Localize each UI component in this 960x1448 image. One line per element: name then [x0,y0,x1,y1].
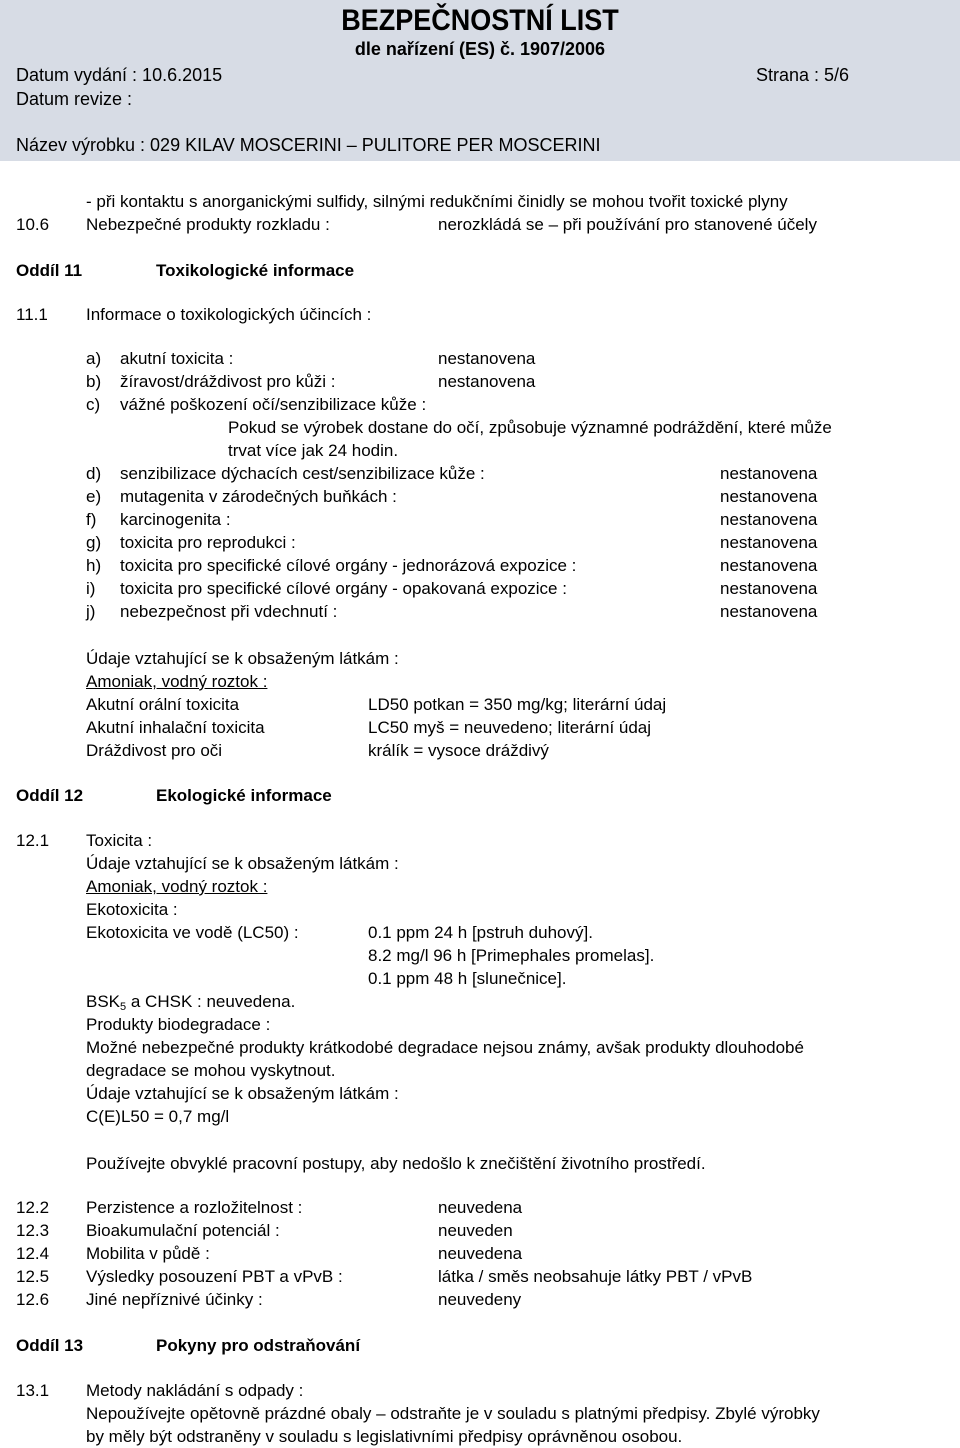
list-value: nestanovena [720,556,818,575]
biodeg-text: degradace se mohou vyskytnout. [86,1061,336,1080]
list-key: f) [86,510,97,529]
list-key: h) [86,556,102,575]
clause-number: 12.1 [16,831,50,850]
clause-label: Jiné nepříznivé účinky : [86,1290,263,1309]
tox-label: Dráždivost pro oči [86,741,223,760]
list-value: nestanovena [438,349,536,368]
disposal-text: by měly být odstraněny v souladu s legislativními předpisy oprávněnou osobou. [86,1427,683,1446]
section-heading: Toxikologické informace [156,261,355,280]
clause-value: látka / směs neobsahuje látky PBT / vPvB [438,1267,753,1286]
clause-number: 12.6 [16,1290,50,1309]
bsk-value: a CHSK : neuvedena. [126,992,296,1011]
dash-item: - při kontaktu s anorganickými sulfidy, silnými redukčními činidly se mohou tvořit toxické plyny [86,192,788,211]
ecotox-value: 8.2 mg/l 96 h [Primephales promelas]. [368,946,655,965]
clause-value: neuveden [438,1221,513,1240]
substances-intro: Údaje vztahující se k obsaženým látkám : [86,1084,399,1103]
clause-number: 12.2 [16,1198,50,1217]
ecotox-label: Ekotoxicita : [86,900,178,919]
clause-number: 10.6 [16,215,50,234]
list-key: d) [86,464,102,483]
list-label: toxicita pro specifické cílové orgány - opakovaná expozice : [120,579,567,598]
substances-intro: Údaje vztahující se k obsaženým látkám : [86,649,399,668]
list-key: b) [86,372,102,391]
list-value: nestanovena [720,464,818,483]
tox-value: LC50 myš = neuvedeno; literární údaj [368,718,652,737]
clause-number: 12.3 [16,1221,50,1240]
list-label: karcinogenita : [120,510,231,529]
list-key: c) [86,395,101,414]
clause-number: 13.1 [16,1381,50,1400]
list-key: j) [86,602,96,621]
list-value: nestanovena [720,602,818,621]
clause-value: neuvedeny [438,1290,522,1309]
list-value: nestanovena [720,510,818,529]
list-key: e) [86,487,102,506]
list-label: akutní toxicita : [120,349,234,368]
clause-label: Metody nakládání s odpady : [86,1381,304,1400]
ecotox-value: 0.1 ppm 24 h [pstruh duhový]. [368,923,593,942]
list-key: a) [86,349,102,368]
ce50-value: C(E)L50 = 0,7 mg/l [86,1107,230,1126]
clause-value: nerozkládá se – při používání pro stanovené účely [438,215,817,234]
document-title: BEZPEČNOSTNÍ LIST [341,4,619,37]
tox-value: LD50 potkan = 350 mg/kg; literární údaj [368,695,667,714]
revision-date: Datum revize : [16,89,133,109]
disposal-text: Nepoužívejte opětovně prázdné obaly – odstraňte je v souladu s platnými předpisy. Zbylé výrobky [86,1404,820,1423]
tox-label: Akutní inhalační toxicita [86,718,265,737]
list-value: nestanovena [720,533,818,552]
section-number: Oddíl 11 [16,261,83,280]
page-number: Strana : 5/6 [756,65,850,85]
clause-label: Informace o toxikologických účincích : [86,305,372,324]
clause-value: neuvedena [438,1244,523,1263]
list-value: nestanovena [438,372,536,391]
list-value: nestanovena [720,579,818,598]
list-label: toxicita pro reprodukci : [120,533,296,552]
clause-label: Mobilita v půdě : [86,1244,210,1263]
list-key: i) [86,579,96,598]
section-number: Oddíl 12 [16,786,84,805]
clause-label: Toxicita : [86,831,153,850]
clause-value: neuvedena [438,1198,523,1217]
tox-label: Akutní orální toxicita [86,695,240,714]
clause-label: Nebezpečné produkty rozkladu : [86,215,330,234]
list-label: mutagenita v zárodečných buňkách : [120,487,397,506]
clause-number: 11.1 [16,305,48,324]
list-label: žíravost/dráždivost pro kůži : [120,372,336,391]
tox-value: králík = vysoce dráždivý [368,741,549,760]
section-heading: Ekologické informace [156,786,332,805]
section-number: Oddíl 13 [16,1336,84,1355]
substance-name: Amoniak, vodný roztok : [86,877,268,896]
bsk-label: BSK [86,992,121,1011]
bsk-line [86,990,295,1013]
document-subtitle: dle nařízení (ES) č. 1907/2006 [354,39,606,59]
biodeg-label: Produkty biodegradace : [86,1015,271,1034]
clause-label: Perzistence a rozložitelnost : [86,1198,303,1217]
list-description: trvat více jak 24 hodin. [228,441,399,460]
list-label: senzibilizace dýchacích cest/senzibilizace kůže : [120,464,485,483]
issue-date: Datum vydání : 10.6.2015 [16,65,223,85]
substance-name: Amoniak, vodný roztok : [86,672,268,691]
ecotox-value: 0.1 ppm 48 h [slunečnice]. [368,969,567,988]
list-label: vážné poškození očí/senzibilizace kůže : [120,395,427,414]
clause-label: Výsledky posouzení PBT a vPvB : [86,1267,343,1286]
section-heading: Pokyny pro odstraňování [156,1336,361,1355]
list-label: toxicita pro specifické cílové orgány - jednorázová expozice : [120,556,577,575]
product-name: Název výrobku : 029 KILAV MOSCERINI – PULITORE PER MOSCERINI [16,135,601,155]
advice-text: Používejte obvyklé pracovní postupy, aby nedošlo k znečištění životního prostředí. [86,1154,706,1173]
clause-label: Bioakumulační potenciál : [86,1221,280,1240]
bsk-subscript: 5 [120,1001,127,1013]
document-header [0,0,960,161]
list-label: nebezpečnost při vdechnutí : [120,602,338,621]
clause-number: 12.5 [16,1267,50,1286]
clause-number: 12.4 [16,1244,50,1263]
list-value: nestanovena [720,487,818,506]
biodeg-text: Možné nebezpečné produkty krátkodobé degradace nejsou známy, avšak produkty dlouhodobé [86,1038,804,1057]
substances-intro: Údaje vztahující se k obsaženým látkám : [86,854,399,873]
list-key: g) [86,533,102,552]
list-description: Pokud se výrobek dostane do očí, způsobuje významné podráždění, které může [228,418,832,437]
ecotox-water-label: Ekotoxicita ve vodě (LC50) : [86,923,299,942]
